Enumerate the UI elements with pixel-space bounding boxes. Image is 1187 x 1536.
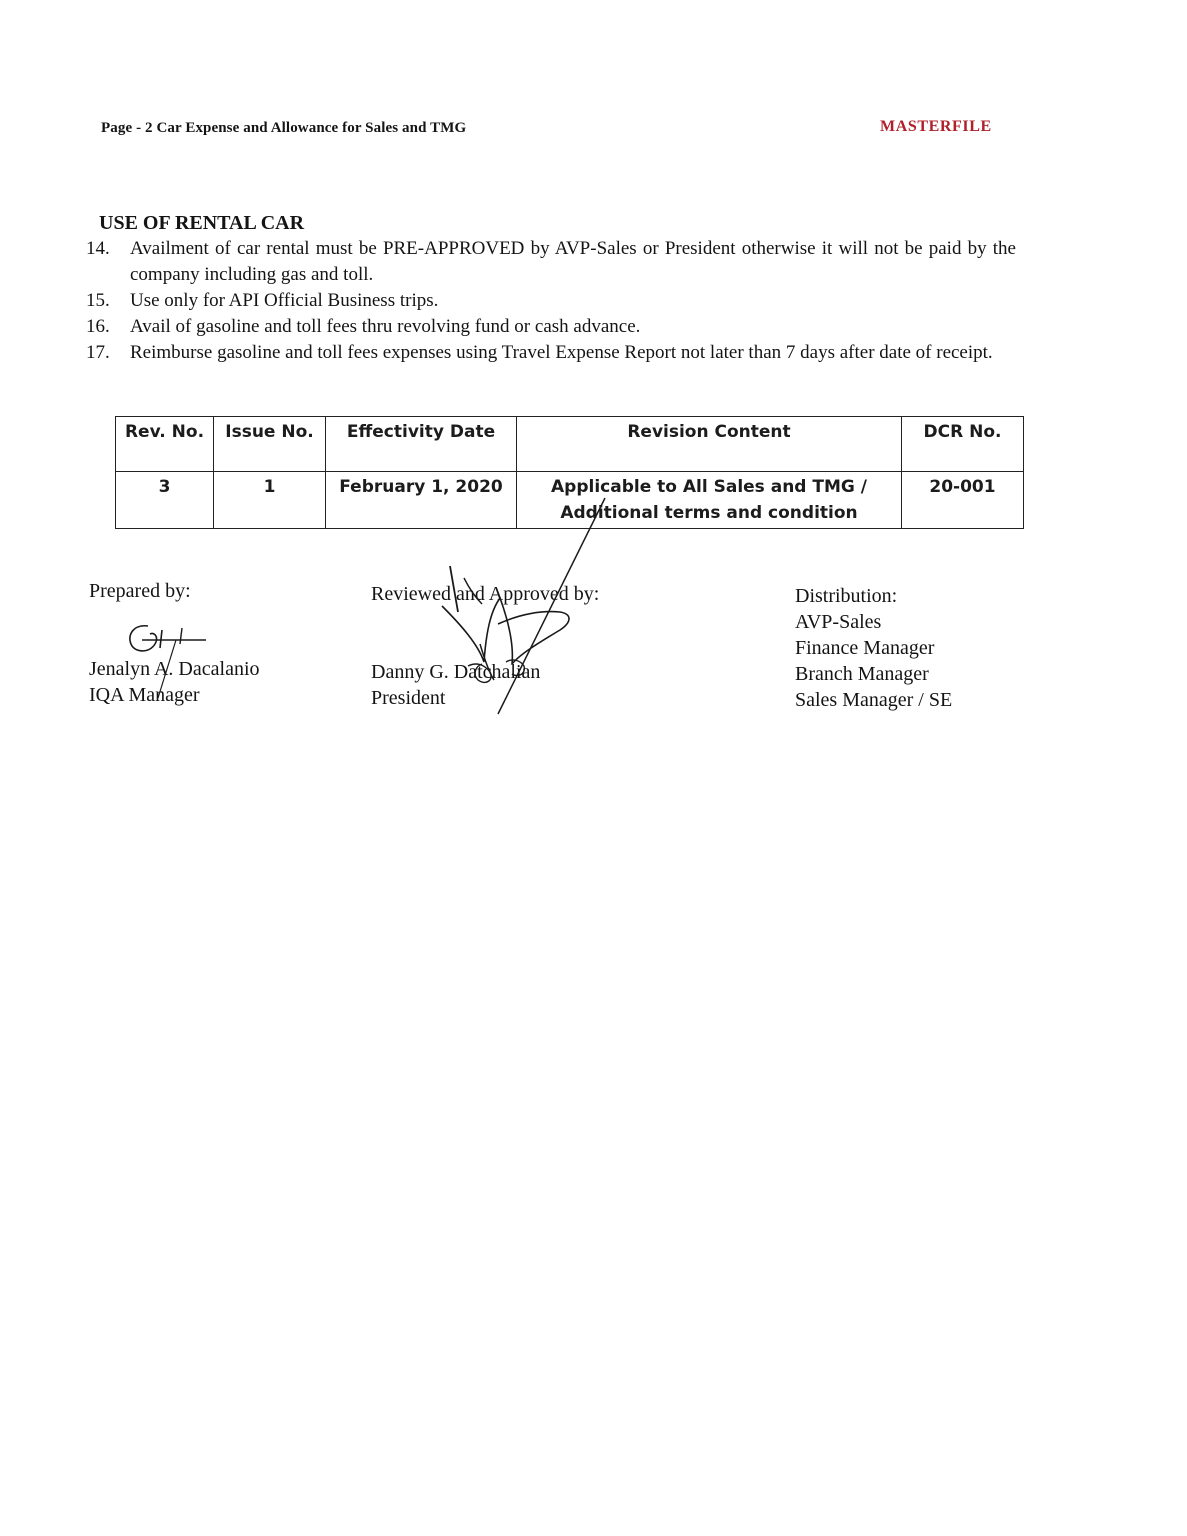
reviewed-approved-by-block [371, 581, 599, 711]
column-header-rev-no: Rev. No. [116, 417, 214, 472]
cell-dcr-no: 20-001 [902, 472, 1024, 529]
prepared-by-label: Prepared by: [89, 580, 191, 602]
distribution-recipient: Branch Manager [795, 663, 929, 685]
cell-effectivity-date: February 1, 2020 [326, 472, 517, 529]
column-header-effectivity-date: Effectivity Date [326, 417, 517, 472]
column-header-revision-content: Revision Content [517, 417, 902, 472]
preparer-title: IQA Manager [89, 684, 200, 706]
cell-issue-no: 1 [214, 472, 326, 529]
item-number: 16. [86, 316, 110, 337]
item-number: 14. [86, 238, 110, 259]
table-header-row [116, 417, 1024, 472]
distribution-label: Distribution: [795, 585, 898, 607]
distribution-recipient: AVP-Sales [795, 611, 882, 633]
reviewed-by-label: Reviewed and Approved by: [371, 583, 600, 605]
list-item [86, 314, 1016, 340]
item-number: 17. [86, 342, 110, 363]
item-text: Reimburse gasoline and toll fees expenses using Travel Expense Report not later than 7 days after date of receipt. [130, 342, 993, 363]
prepared-by-block [89, 578, 260, 708]
page-header-title: Page - 2 Car Expense and Allowance for Sales and TMG [101, 120, 467, 136]
section-heading: USE OF RENTAL CAR [99, 212, 305, 234]
masterfile-stamp: MASTERFILE [880, 118, 992, 135]
list-item [86, 288, 1016, 314]
preparer-name: Jenalyn A. Dacalanio [89, 658, 260, 680]
rental-car-rules-list [86, 236, 1016, 366]
cell-revision-content: Applicable to All Sales and TMG / Additional terms and condition [517, 472, 902, 529]
item-text: Avail of gasoline and toll fees thru revolving fund or cash advance. [130, 316, 641, 337]
approver-name: Danny G. Datchalian [371, 661, 541, 683]
table-row [116, 472, 1024, 529]
list-item [86, 236, 1016, 288]
item-number: 15. [86, 290, 110, 311]
column-header-issue-no: Issue No. [214, 417, 326, 472]
item-text: Availment of car rental must be PRE-APPROVED by AVP-Sales or President otherwise it will not be paid by the company including gas and toll. [130, 238, 1016, 285]
cell-rev-no: 3 [116, 472, 214, 529]
approver-title: President [371, 687, 446, 709]
column-header-dcr-no: DCR No. [902, 417, 1024, 472]
revision-history-table [115, 416, 1024, 529]
distribution-block [795, 583, 952, 713]
distribution-recipient: Finance Manager [795, 637, 935, 659]
item-text: Use only for API Official Business trips. [130, 290, 439, 311]
distribution-recipient: Sales Manager / SE [795, 689, 953, 711]
list-item [86, 340, 1016, 366]
